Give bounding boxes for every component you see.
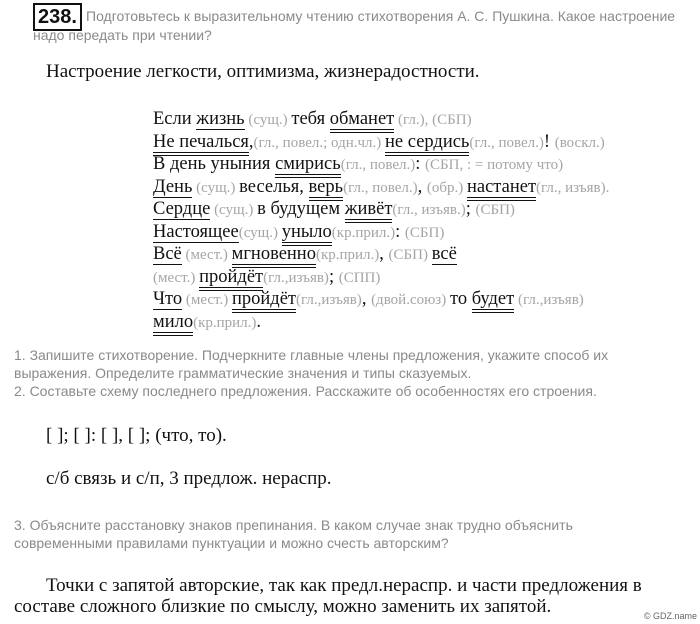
exercise-number: 238.: [33, 3, 82, 31]
poem-line-2: [153, 131, 609, 154]
annotation: (гл., повел.): [340, 157, 416, 173]
mood-answer: Настроение легкости, оптимизма, жизнерадостности.: [46, 61, 480, 82]
annotation: (гл., повел.): [469, 134, 544, 151]
annotation: (кр.прил.): [315, 247, 380, 263]
annotation: (сущ.): [238, 224, 282, 241]
predicate: Не печалься: [153, 132, 249, 156]
subject: Настоящее: [153, 221, 239, 242]
watermark: © GDZ.name: [643, 611, 697, 621]
word: в будущем: [257, 199, 345, 219]
final-answer-line1: Точки с запятой авторские, так как предл.нераспр. и части предложения в: [46, 575, 642, 596]
annotation: (мест.): [181, 247, 232, 263]
poem-line-9: [153, 288, 609, 311]
annotation: (СПП): [338, 269, 381, 286]
annotation: (мест.): [153, 269, 200, 286]
predicate: настанет: [467, 177, 536, 201]
task1-line1: 1. Запишите стихотворение. Подчеркните главные члены предложения, укажите способ их: [14, 347, 609, 363]
subject: День: [153, 176, 193, 197]
predicate: мгновенно: [232, 244, 316, 268]
word: ,: [361, 289, 372, 309]
word: :: [395, 221, 405, 242]
word: ;: [465, 199, 476, 219]
annotation: (кр.прил.): [193, 314, 257, 331]
word: :: [415, 154, 425, 174]
word: ;: [328, 266, 339, 287]
predicate: живёт: [345, 199, 393, 223]
predicate: не сердись: [385, 132, 469, 156]
word: !: [543, 131, 555, 152]
annotation: (кр.прил.): [331, 224, 396, 241]
word: тебя: [291, 109, 330, 129]
annotation: (воскл.): [554, 134, 605, 151]
predicate: пройдёт: [232, 289, 296, 313]
task-text-line2: надо передать при чтении?: [33, 27, 212, 43]
annotation: (гл., изъяв).: [536, 179, 610, 196]
poem-line-3: [153, 153, 609, 176]
poem-line-7: [153, 243, 609, 266]
annotation: (СБП): [388, 247, 432, 263]
poem-line-6: [153, 221, 609, 244]
word: Если: [153, 109, 197, 129]
predicate: уныло: [282, 222, 332, 246]
annotation: (обр.): [426, 179, 467, 196]
sentence-scheme: [ ]; [ ]: [ ], [ ]; (что, то).: [46, 425, 227, 446]
poem-line-10: [153, 311, 609, 334]
poem-line-8: [153, 266, 609, 289]
annotation: (гл.),: [394, 112, 433, 128]
word: веселья,: [239, 176, 309, 197]
annotation: (гл., повел.; одн.чл.): [253, 134, 386, 151]
annotation: (гл.,изъяв): [263, 269, 329, 286]
annotation: (гл., повел.): [343, 179, 418, 196]
annotation: (гл.,изъяв): [514, 292, 584, 308]
annotation: (СБП, : = потому что): [425, 157, 564, 173]
word: ,: [379, 244, 389, 264]
word: В день уныния: [153, 154, 276, 174]
structure-note: с/б связь и с/п, 3 предлож. нераспр.: [46, 468, 332, 489]
task1-line2: выражения. Определите грамматические значения и типы сказуемых.: [14, 365, 472, 381]
poem-block: [153, 108, 609, 333]
predicate: пройдёт: [199, 267, 263, 291]
annotation: (сущ.): [192, 179, 240, 196]
annotation: (двой.союз): [371, 292, 450, 308]
predicate: смирись: [275, 154, 341, 178]
annotation: (мест.): [182, 292, 232, 308]
predicate: обманет: [330, 109, 394, 133]
subject: жизнь: [196, 109, 245, 129]
annotation: (СБП): [404, 224, 445, 241]
task3-line1: 3. Объясните расстановку знаков препинания. В каком случае знак трудно объяснить: [14, 517, 573, 533]
annotation: (СБП): [475, 202, 515, 218]
poem-line-5: [153, 198, 609, 221]
predicate: будет: [472, 289, 515, 313]
subject: Что: [153, 289, 183, 309]
poem-line-1: [153, 108, 609, 131]
word: то: [449, 289, 472, 309]
annotation: (гл.,изъяв): [296, 292, 362, 308]
word: ,: [417, 176, 427, 197]
predicate: верь: [309, 177, 344, 201]
subject: Всё: [153, 244, 182, 264]
annotation: (СБП): [432, 112, 472, 128]
word: ,: [248, 131, 254, 152]
word: .: [256, 311, 262, 332]
subject: всё: [431, 244, 457, 264]
predicate: мило: [153, 312, 193, 336]
annotation: (сущ.): [210, 202, 258, 218]
final-answer-line2: составе сложного близкие по смыслу, можно заменить их запятой.: [14, 596, 552, 617]
task2-line: 2. Составьте схему последнего предложения. Расскажите об особенностях его строения.: [14, 383, 597, 399]
poem-line-4: [153, 176, 609, 199]
task3-line2: современными правилами пунктуации и можно счесть авторским?: [14, 535, 449, 551]
annotation: (гл., изъяв.): [392, 202, 466, 218]
task-text-line1: Подготовьтесь к выразительному чтению стихотворения А. С. Пушкина. Какое настроение: [86, 8, 676, 24]
annotation: (сущ.): [244, 112, 292, 128]
subject: Сердце: [153, 199, 211, 219]
